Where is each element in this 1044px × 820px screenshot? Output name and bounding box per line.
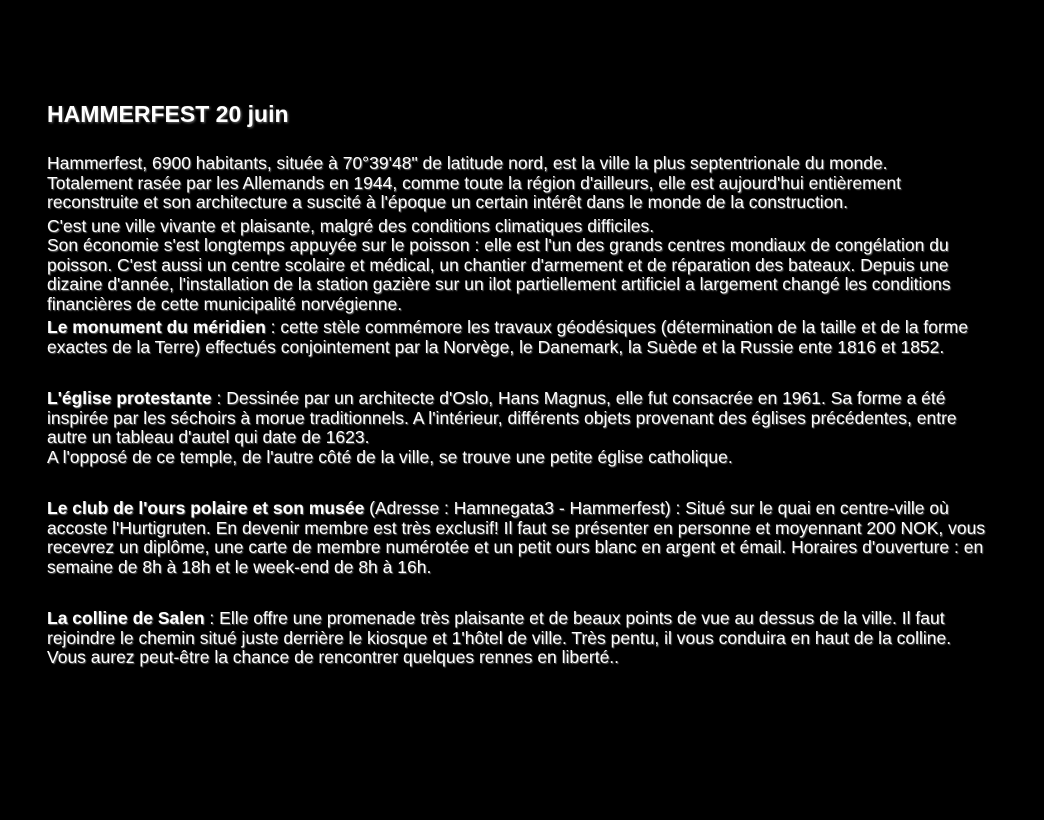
club-paragraph — [47, 499, 987, 577]
intro-paragraph — [47, 154, 987, 213]
hill-paragraph — [47, 609, 987, 668]
intro-line-1: Hammerfest, 6900 habitants, située à 70°39'48" de latitude nord, est la ville la plus septentrionale du monde. — [47, 153, 888, 173]
page-title: HAMMERFEST 20 juin — [47, 101, 289, 127]
club-heading: Le club de l'ours polaire et son musée — [47, 498, 365, 518]
church-text: : Dessinée par un architecte d'Oslo, Hans Magnus, elle fut consacrée en 1961. Sa forme a été inspirée par les séchoirs à morue traditionnels. A l'intérieur, différents objets provenant des églises précédentes, entre autre un tableau d'autel qui date de 1623. — [47, 388, 957, 447]
monument-heading: Le monument du méridien — [47, 317, 266, 337]
hill-heading: La colline de Salen — [47, 608, 205, 628]
life-line-2: Son économie s'est longtemps appuyée sur le poisson : elle est l'un des grands centres mondiaux de congélation du poisson. C'est aussi un centre scolaire et médical, un chantier d'armement et de réparation des bateaux. Depuis une dizaine d'année, l'installation de la station gazière sur un ilot partiellement artificiel a largement changé les conditions financières de cette municipalité norvégienne. — [47, 235, 951, 314]
document-body — [47, 96, 987, 668]
church-paragraph — [47, 389, 987, 467]
hill-text: : Elle offre une promenade très plaisante et de beaux points de vue au dessus de la ville. Il faut rejoindre le chemin situé juste derrière le kiosque et 1'hôtel de ville. Très pentu, il vous conduira en haut de la colline. Vous aurez peut-être la chance de rencontrer quelques rennes en liberté.. — [47, 608, 952, 667]
monument-paragraph — [47, 318, 987, 357]
intro-line-2: Totalement rasée par les Allemands en 1944, comme toute la région d'ailleurs, elle est aujourd'hui entièrement reconstruite et son architecture a suscité à l'époque un certain intérêt dans le monde de la construction. — [47, 172, 901, 212]
church-line-2: A l'opposé de ce temple, de l'autre côté de la ville, se trouve une petite église catholique. — [47, 446, 733, 467]
church-heading: L'église protestante — [47, 388, 212, 408]
monument-text: : cette stèle commémore les travaux géodésiques (détermination de la taille et de la forme exactes de la Terre) effectués conjointement par la Norvège, le Danemark, la Suède et la Russie ente 1816 et 1852. — [47, 317, 969, 357]
life-line-1: C'est une ville vivante et plaisante, malgré des conditions climatiques difficiles. — [47, 215, 655, 236]
life-paragraph — [47, 217, 987, 315]
club-text: (Adresse : Hamnegata3 - Hammerfest) : Situé sur le quai en centre-ville où accoste l'Hurtigruten. En devenir membre est très exclusif! Il faut se présenter en personne et moyennant 200 NOK, vous recevrez un diplôme, une carte de membre numérotée et un petit ours blanc en argent et émail. Horaires d'ouverture : en semaine de 8h à 18h et le week-end de 8h à 16h. — [47, 498, 986, 577]
